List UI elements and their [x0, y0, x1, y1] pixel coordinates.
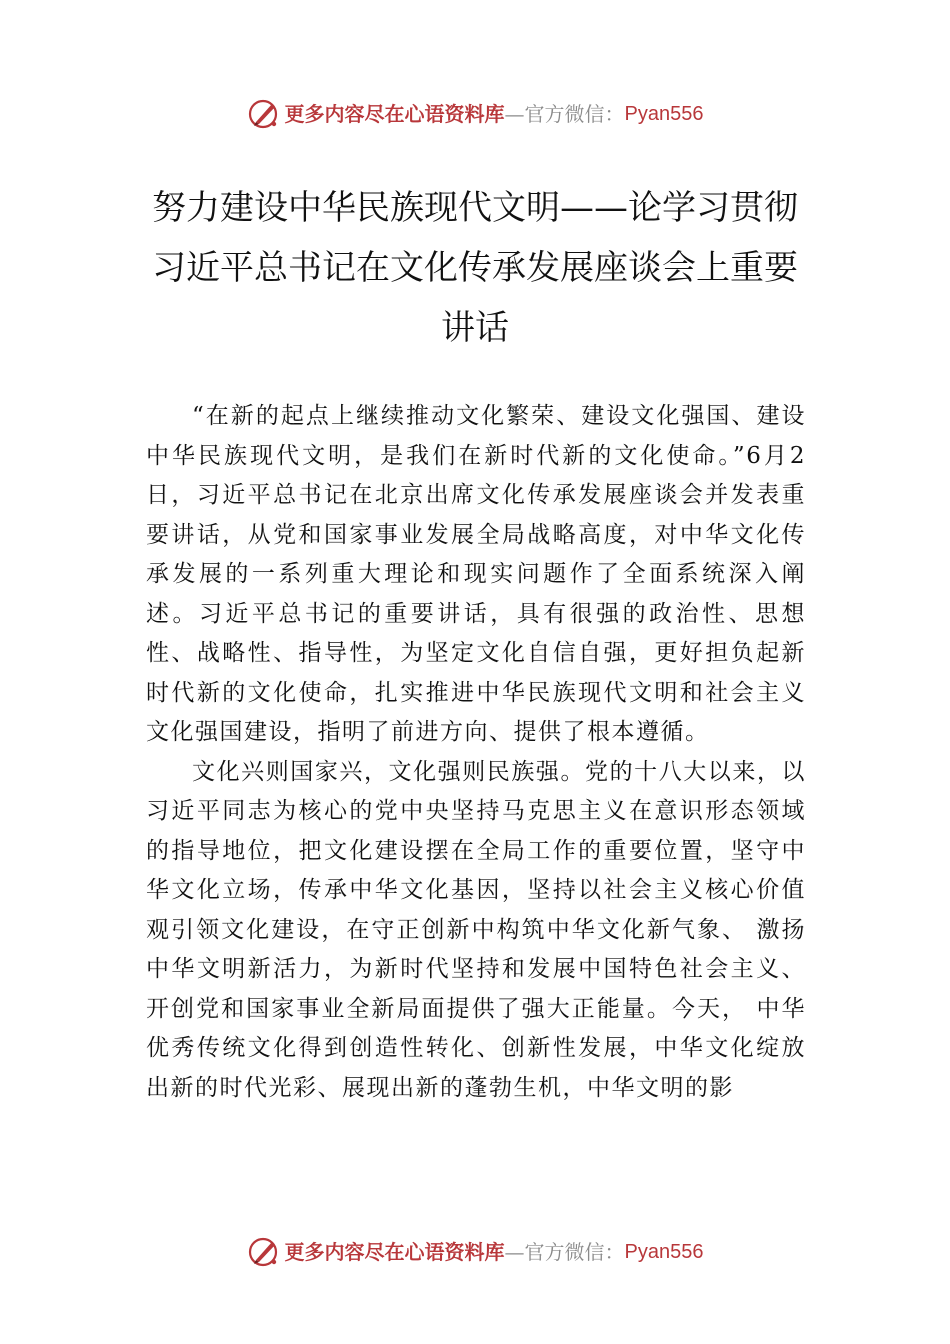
header-wechat-label: 官方微信：	[524, 102, 625, 126]
pen-circle-logo-icon	[247, 97, 281, 131]
footer-brand-text: 更多内容尽在心语资料库	[284, 1240, 505, 1264]
footer-wechat-id: Pyan556	[624, 1241, 704, 1263]
document-body	[146, 397, 806, 1108]
header-wechat-id: Pyan556	[624, 103, 704, 125]
header-separator: —	[504, 102, 525, 126]
footer-watermark-banner	[0, 1232, 950, 1272]
footer-wechat-label: 官方微信：	[524, 1240, 625, 1264]
document-title: 努力建设中华民族现代文明——论学习贯彻习近平总书记在文化传承发展座谈会上重要讲话	[152, 188, 798, 348]
pen-circle-logo-icon	[247, 1235, 281, 1269]
header-watermark-banner	[0, 94, 950, 134]
footer-separator: —	[504, 1240, 525, 1264]
body-paragraph: “在新的起点上继续推动文化繁荣、建设文化强国、建设中华民族现代文明，是我们在新时代新的文化使命。”6月2日，习近平总书记在北京出席文化传承发展座谈会并发表重要讲话，从党和国家事业发展全局战略高度，对中华文化传承发展的一系列重大理论和现实问题作了全面系统深入阐述。习近平总书记的重要讲话，具有很强的政治性、思想性、战略性、指导性，为坚定文化自信自强，更好担负起新时代新的文化使命，扎实推进中华民族现代文明和社会主义文化强国建设，指明了前进方向、提供了根本遵循。	[146, 403, 806, 745]
header-brand-text: 更多内容尽在心语资料库	[284, 102, 505, 126]
body-paragraph: 文化兴则国家兴，文化强则民族强。党的十八大以来，以习近平同志为核心的党中央坚持马克思主义在意识形态领域的指导地位，把文化建设摆在全局工作的重要位置，坚守中华文化立场，传承中华文化基因，坚持以社会主义核心价值观引领文化建设，在守正创新中构筑中华文化新气象、 激扬中华文明新活力，为新时代坚持和发展中国特色社会主义、开创党和国家事业全新局面提供了强大正能量。今天， 中华优秀传统文化得到创造性转化、创新性发展，中华文化绽放出新的时代光彩、展现出新的蓬勃生机，中华文明的影	[146, 758, 806, 1101]
